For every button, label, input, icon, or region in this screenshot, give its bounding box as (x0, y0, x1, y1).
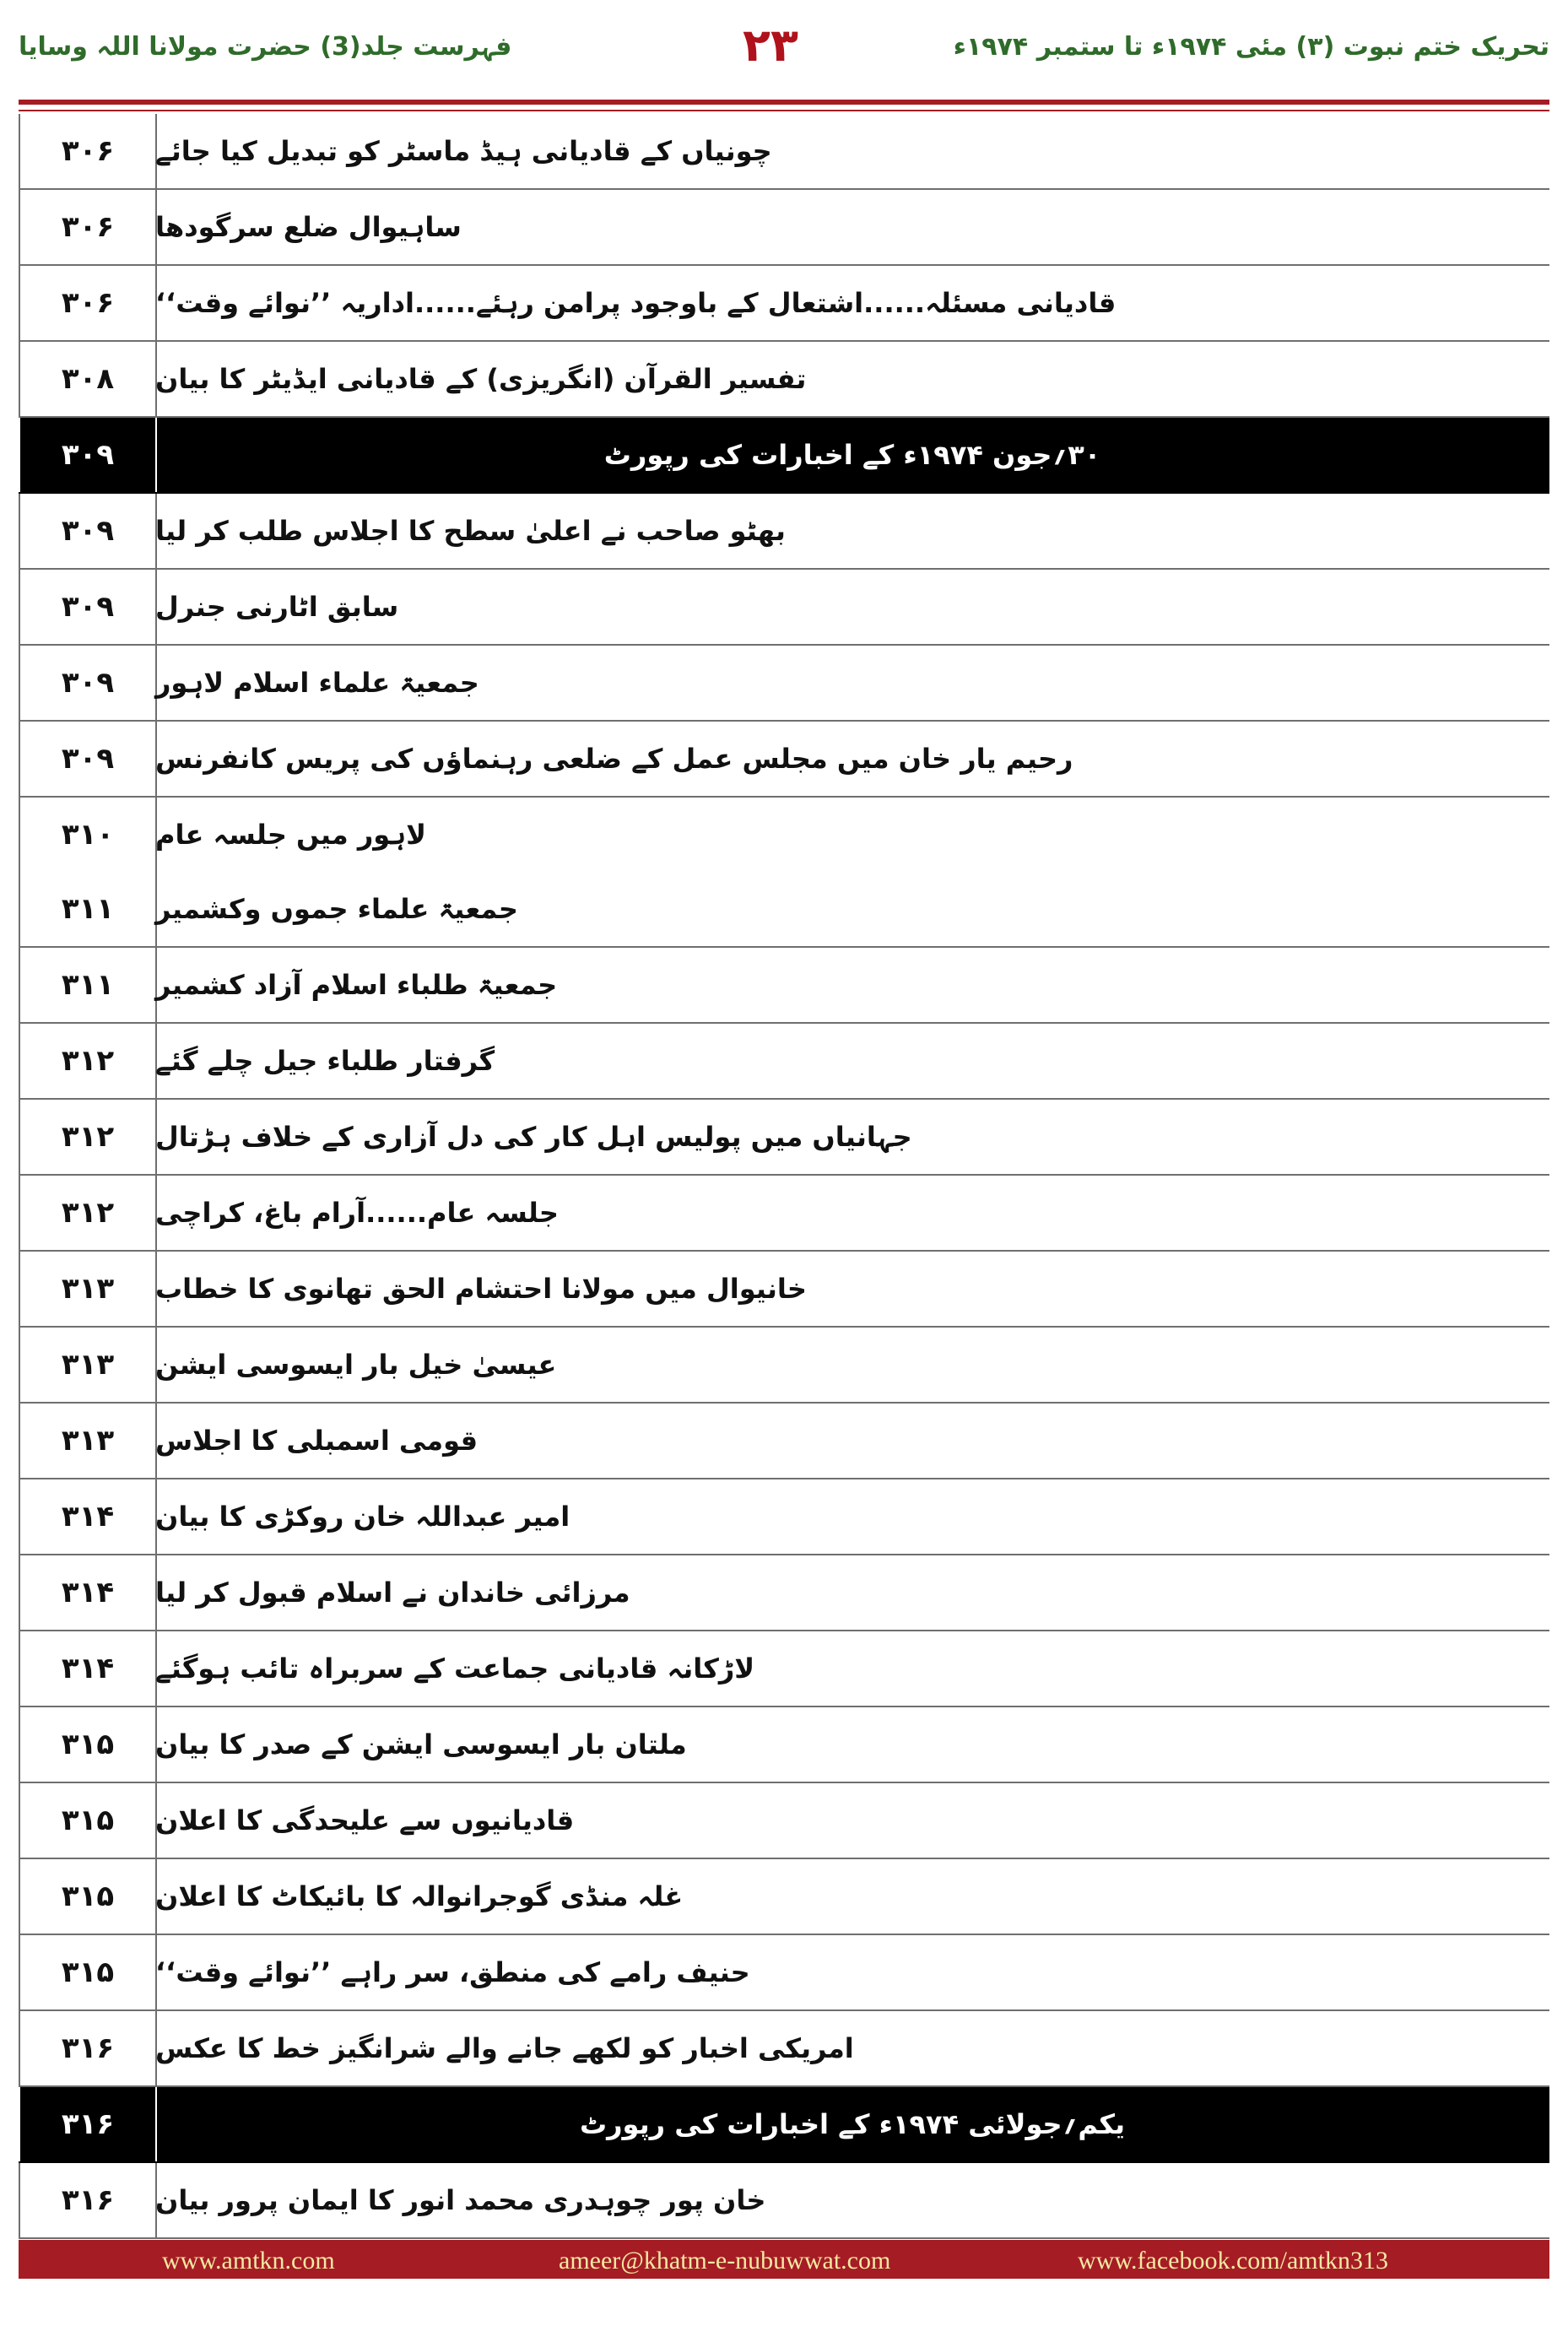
footer-website-link[interactable]: www.amtkn.com (162, 2247, 335, 2274)
toc-entry-title: خانیوال میں مولانا احتشام الحق تھانوی کا خطاب (155, 1273, 807, 1305)
toc-entry-title: غلہ منڈی گوجرانوالہ کا بائیکاٹ کا اعلان (155, 1880, 684, 1912)
toc-entry-title: گرفتار طلباء جیل چلے گئے (155, 1045, 495, 1077)
toc-page-number: ۳۰۹ (19, 494, 157, 568)
section-title: ۳۰؍جون ۱۹۷۴ء کے اخبارات کی رپورٹ (603, 439, 1101, 471)
toc-row (19, 1404, 1549, 1479)
toc-entry-title: چونیاں کے قادیانی ہیڈ ماسٹر کو تبدیل کیا جائے (155, 135, 772, 167)
toc-page-number: ۳۱۵ (19, 1783, 157, 1858)
toc-page-number: ۳۱۵ (19, 1935, 157, 2009)
toc-page-number: ۳۱۲ (19, 1100, 157, 1174)
header-book-title: تحریک ختم نبوت (۳) مئی ۱۹۷۴ء تا ستمبر ۱۹۷۴ء (953, 32, 1549, 62)
toc-page-number: ۳۱۲ (19, 1176, 157, 1250)
toc-page-number: ۳۱۳ (19, 1404, 157, 1478)
toc-row (19, 570, 1549, 646)
toc-entry-title: بھٹو صاحب نے اعلیٰ سطح کا اجلاس طلب کر لیا (155, 515, 786, 547)
toc-row (19, 2011, 1549, 2087)
toc-entry-title: جمعیۃ طلباء اسلام آزاد کشمیر (155, 969, 558, 1001)
toc-row (19, 798, 1549, 872)
toc-row (19, 722, 1549, 798)
toc-row (19, 1252, 1549, 1328)
header-rule-thick (19, 100, 1549, 105)
toc-page-number: ۳۱۶ (19, 2087, 157, 2161)
toc-row (19, 1707, 1549, 1783)
toc-entry-title: جلسہ عام......آرام باغ، کراچی (155, 1197, 559, 1229)
toc-page-number: ۳۱۶ (19, 2163, 157, 2237)
header-rule-thin (19, 110, 1549, 111)
toc-page-number: ۳۰۶ (19, 190, 157, 264)
toc-page-number: ۳۰۹ (19, 646, 157, 720)
toc-row (19, 948, 1549, 1024)
toc-page-number: ۳۱۵ (19, 1859, 157, 1934)
page-header (0, 0, 1568, 101)
toc-entry-title: ملتان بار ایسوسی ایشن کے صدر کا بیان (155, 1728, 687, 1761)
section-title: یکم؍جولائی ۱۹۷۴ء کے اخبارات کی رپورٹ (579, 2108, 1126, 2140)
toc-row (19, 872, 1549, 948)
toc-entry-title: ساہیوال ضلع سرگودھا (155, 211, 462, 243)
toc-page-number: ۳۱۱ (19, 948, 157, 1022)
toc-entry-title: قادیانیوں سے علیحدگی کا اعلان (155, 1804, 575, 1836)
toc-entry-title: جہانیاں میں پولیس اہل کار کی دل آزاری کے خلاف ہڑتال (155, 1121, 912, 1153)
header-volume-title: فہرست جلد(3) حضرت مولانا اللہ وسایا (19, 32, 512, 62)
toc-row (19, 646, 1549, 722)
toc-row (19, 190, 1549, 266)
toc-entry-title: جمعیۃ علماء اسلام لاہور (155, 667, 479, 699)
toc-page-number: ۳۰۶ (19, 114, 157, 188)
toc-page-number: ۳۱۵ (19, 1707, 157, 1782)
toc-page-number: ۳۰۹ (19, 570, 157, 644)
toc-row (19, 114, 1549, 190)
toc-row (19, 1024, 1549, 1100)
toc-page-number: ۳۱۴ (19, 1555, 157, 1630)
toc-row (19, 1328, 1549, 1404)
toc-entry-title: قومی اسمبلی کا اجلاس (155, 1425, 479, 1457)
toc-page-number: ۳۰۹ (19, 418, 157, 492)
toc-row (19, 342, 1549, 418)
page-number: ۲۳ (743, 19, 798, 72)
toc-entry-title: سابق اٹارنی جنرل (155, 591, 399, 623)
toc-row (19, 1631, 1549, 1707)
section-header-row (19, 2087, 1549, 2163)
toc-row (19, 1935, 1549, 2011)
toc-page-number: ۳۱۳ (19, 1252, 157, 1326)
toc-row (19, 1479, 1549, 1555)
toc-page-number: ۳۱۱ (19, 872, 157, 946)
toc-row (19, 1783, 1549, 1859)
toc-row (19, 266, 1549, 342)
toc-page-number: ۳۰۸ (19, 342, 157, 416)
toc-entry-title: خان پور چوہدری محمد انور کا ایمان پرور بیان (155, 2184, 766, 2216)
toc-entry-title: لاڑکانہ قادیانی جماعت کے سربراہ تائب ہوگئے (155, 1652, 755, 1685)
toc-entry-title: جمعیۃ علماء جموں وکشمیر (155, 893, 518, 925)
toc-row (19, 1100, 1549, 1176)
toc-entry-title: امریکی اخبار کو لکھے جانے والے شرانگیز خط کا عکس (155, 2032, 854, 2064)
toc-page-number: ۳۱۴ (19, 1631, 157, 1706)
table-of-contents (19, 114, 1549, 2239)
toc-row (19, 494, 1549, 570)
page-footer (19, 2240, 1549, 2279)
toc-entry-title: تفسیر القرآن (انگریزی) کے قادیانی ایڈیٹر کا بیان (155, 363, 807, 395)
toc-row (19, 1555, 1549, 1631)
footer-facebook-link[interactable]: www.facebook.com/amtkn313 (1078, 2247, 1388, 2274)
toc-page-number: ۳۱۴ (19, 1479, 157, 1554)
toc-entry-title: لاہور میں جلسہ عام (155, 819, 426, 851)
toc-row (19, 2163, 1549, 2239)
section-header-row (19, 418, 1549, 494)
toc-entry-title: رحیم یار خان میں مجلس عمل کے ضلعی رہنماؤں کی پریس کانفرنس (155, 743, 1073, 775)
toc-page-number: ۳۰۶ (19, 266, 157, 340)
footer-email-link[interactable]: ameer@khatm-e-nubuwwat.com (559, 2247, 891, 2274)
toc-page-number: ۳۰۹ (19, 722, 157, 796)
toc-page-number: ۳۱۰ (19, 798, 157, 872)
toc-entry-title: مرزائی خاندان نے اسلام قبول کر لیا (155, 1577, 630, 1609)
toc-row (19, 1176, 1549, 1252)
toc-entry-title: قادیانی مسئلہ......اشتعال کے باوجود پرامن رہئے......اداریہ ’’نوائے وقت‘‘ (155, 287, 1117, 319)
toc-page-number: ۳۱۲ (19, 1024, 157, 1098)
toc-page-number: ۳۱۶ (19, 2011, 157, 2085)
toc-entry-title: حنیف رامے کی منطق، سر راہے ’’نوائے وقت‘‘ (155, 1956, 750, 1988)
toc-entry-title: امیر عبداللہ خان روکڑی کا بیان (155, 1501, 570, 1533)
toc-entry-title: عیسیٰ خیل بار ایسوسی ایشن (155, 1349, 557, 1381)
toc-row (19, 1859, 1549, 1935)
toc-page-number: ۳۱۳ (19, 1328, 157, 1402)
